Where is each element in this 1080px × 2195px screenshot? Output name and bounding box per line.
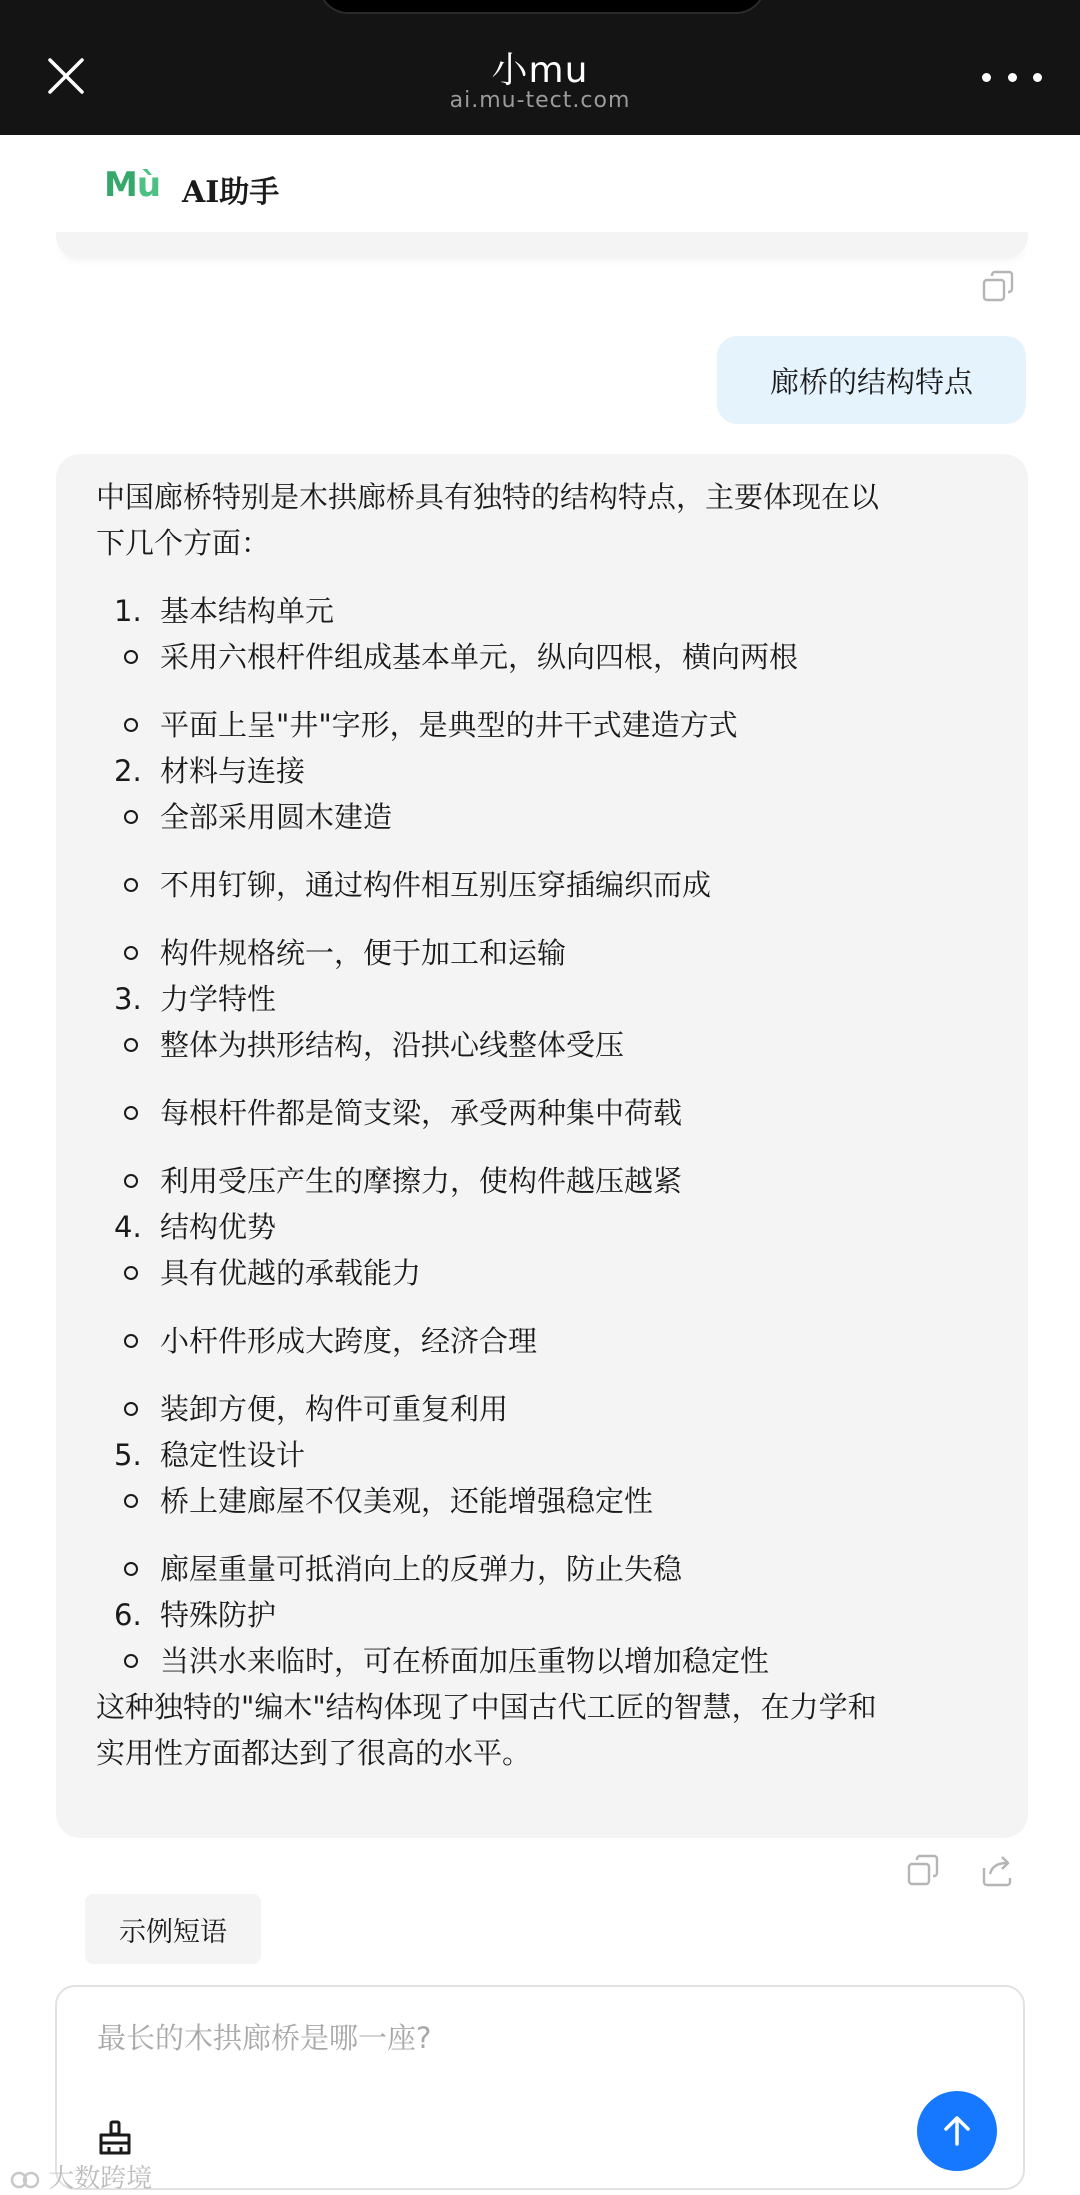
app-header-title: AI助手 [182,175,280,210]
ai-intro-line: 中国廊桥特别是木拱廊桥具有独特的结构特点，主要体现在以 [96,480,880,514]
ai-response-bubble [56,454,1028,1838]
page-url: ai.mu-tect.com [449,88,631,113]
list-section-heading: 1. 基本结构单元 [114,594,335,628]
list-section-heading: 4. 结构优势 [114,1210,277,1244]
bullet-circle-icon [124,1402,138,1416]
broom-icon [95,2119,135,2159]
more-dot-icon [1008,73,1017,82]
copy-icon[interactable] [981,270,1015,304]
bullet-circle-icon [124,810,138,824]
ai-outro-line: 实用性方面都达到了很高的水平。 [96,1736,532,1770]
bullet-circle-icon [124,1106,138,1120]
app-header [0,135,1080,235]
arrow-up-icon [940,2114,974,2148]
list-bullet: 当洪水来临时，可在桥面加压重物以增加稳定性 [96,1638,988,1684]
ai-response-list [96,588,988,1684]
example-phrases-button[interactable]: 示例短语 [85,1894,261,1964]
bullet-circle-icon [124,1038,138,1052]
message-composer [55,1985,1025,2190]
bullet-circle-icon [124,1334,138,1348]
list-bullet: 不用钉铆，通过构件相互别压穿插编织而成 [96,862,988,908]
list-bullet: 采用六根杆件组成基本单元，纵向四根，横向两根 [96,634,988,680]
app-logo: Mù [104,165,161,205]
list-bullet: 具有优越的承载能力 [96,1250,988,1296]
bullet-circle-icon [124,1494,138,1508]
browser-top-bar [0,0,1080,135]
list-section-heading: 2. 材料与连接 [114,754,306,788]
list-bullet: 构件规格统一，便于加工和运输 [96,930,988,976]
list-bullet: 全部采用圆木建造 [96,794,988,840]
list-bullet: 利用受压产生的摩擦力，使构件越压越紧 [96,1158,988,1204]
list-bullet: 桥上建廊屋不仅美观，还能增强稳定性 [96,1478,988,1524]
ai-intro-line: 下几个方面： [96,526,271,560]
device-notch [318,0,766,14]
bullet-circle-icon [124,1654,138,1668]
bullet-circle-icon [124,650,138,664]
list-bullet: 廊屋重量可抵消向上的反弹力，防止失稳 [96,1546,988,1592]
list-bullet: 装卸方便，构件可重复利用 [96,1386,988,1432]
bullet-circle-icon [124,878,138,892]
watermark: 大数跨境 [10,2158,152,2195]
list-bullet: 平面上呈"井"字形，是典型的井干式建造方式 [96,702,988,748]
user-message-bubble: 廊桥的结构特点 [717,336,1026,424]
bullet-circle-icon [124,1266,138,1280]
watermark-logo-icon [10,2169,40,2191]
bullet-circle-icon [124,1562,138,1576]
more-dot-icon [982,73,991,82]
copy-icon[interactable] [906,1854,940,1888]
list-bullet: 每根杆件都是简支梁，承受两种集中荷载 [96,1090,988,1136]
clear-chat-button[interactable] [95,2119,135,2159]
bullet-circle-icon [124,1174,138,1188]
send-button[interactable] [917,2091,997,2171]
list-bullet: 小杆件形成大跨度，经济合理 [96,1318,988,1364]
ai-outro-line: 这种独特的"编木"结构体现了中国古代工匠的智慧，在力学和 [96,1690,877,1724]
previous-message-bubble [56,232,1028,258]
message-input[interactable] [95,2007,919,2069]
list-section-heading: 3. 力学特性 [114,982,277,1016]
page-title: 小mu [491,50,589,91]
bullet-circle-icon [124,946,138,960]
bullet-circle-icon [124,718,138,732]
share-icon[interactable] [980,1854,1014,1888]
list-section-heading: 6. 特殊防护 [114,1598,277,1632]
more-options-button[interactable] [982,62,1042,92]
list-section-heading: 5. 稳定性设计 [114,1438,306,1472]
list-bullet: 整体为拱形结构，沿拱心线整体受压 [96,1022,988,1068]
more-dot-icon [1033,73,1042,82]
